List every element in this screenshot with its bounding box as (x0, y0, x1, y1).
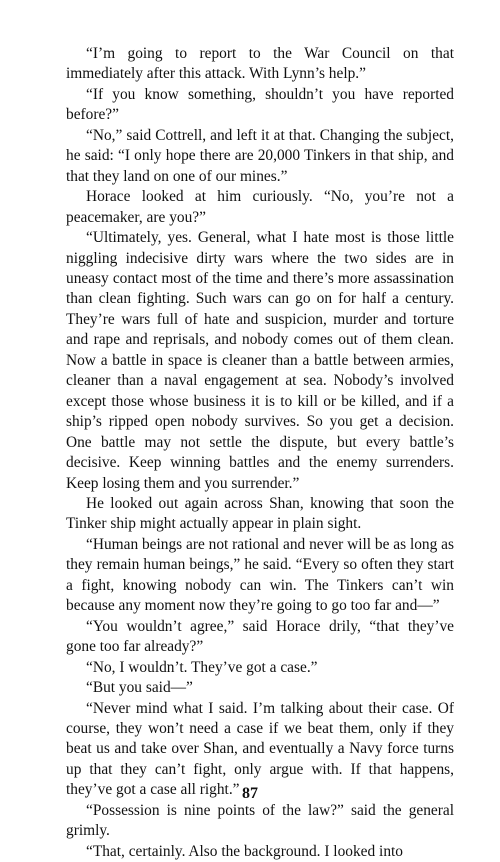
paragraph: “Never mind what I said. I’m talking about their case. Of course, they won’t need a case if we beat them, only if they beat us and take over Shan, and eventually a Navy force turns up that they can’t fight, only argue with. If that happens, they’ve got a case all right.” (66, 699, 454, 799)
paragraph: “That, certainly. Also the background. I looked into (86, 842, 403, 860)
paragraph: “Ultimately, yes. General, what I hate most is those little niggling indecisive dirty wars where the two sides are in uneasy contact most of the time and there’s more assassination than clean fighting. Such wars can go on for half a century. They’re wars full of hate and suspicion, murder and torture and rape and reprisals, and nobody comes out of them clean. Now a battle in space is cleaner than a battle between armies, cleaner than a naval engagement at sea. Nobody’s involved except those whose business it is to kill or be killed, and if a ship’s ripped open nobody survives. So you get a decision. One battle may not settle the dispute, but every battle’s decisive. Keep winning battles and the enemy surrenders. Keep losing them and you surrender.” (66, 229, 454, 492)
paragraph: “No,” said Cottrell, and left it at that. Changing the subject, he said: “I only hope there are 20,000 Tinkers in that ship, and that they land on one of our mines.” (66, 126, 454, 185)
paragraph: “You wouldn’t agree,” said Horace drily, “that they’ve gone too far already?” (66, 617, 454, 656)
paragraph: “No, I wouldn’t. They’ve got a case.” (86, 658, 318, 676)
paragraph: Horace looked at him curiously. “No, you’re not a peacemaker, are you?” (66, 188, 454, 226)
paragraph: “Human beings are not rational and never will be as long as they remain human beings,” he said. “Every so often they start a fight, knowing nobody can win. The Tinkers can’t win because any moment now they’re going to go too far and—” (66, 535, 454, 615)
paragraph: “If you know something, shouldn’t you have reported before?” (66, 85, 454, 124)
paragraph: He looked out again across Shan, knowing that soon the Tinker ship might actually appear in plain sight. (66, 494, 454, 533)
body-text (66, 44, 454, 862)
paragraph: “Possession is nine points of the law?” said the general grimly. (66, 801, 454, 840)
paragraph: “But you said—” (86, 679, 193, 697)
paragraph: “I’m going to report to the War Council on that immediately after this attack. With Lynn’s help.” (66, 45, 454, 83)
page-number: 87 (242, 785, 258, 802)
